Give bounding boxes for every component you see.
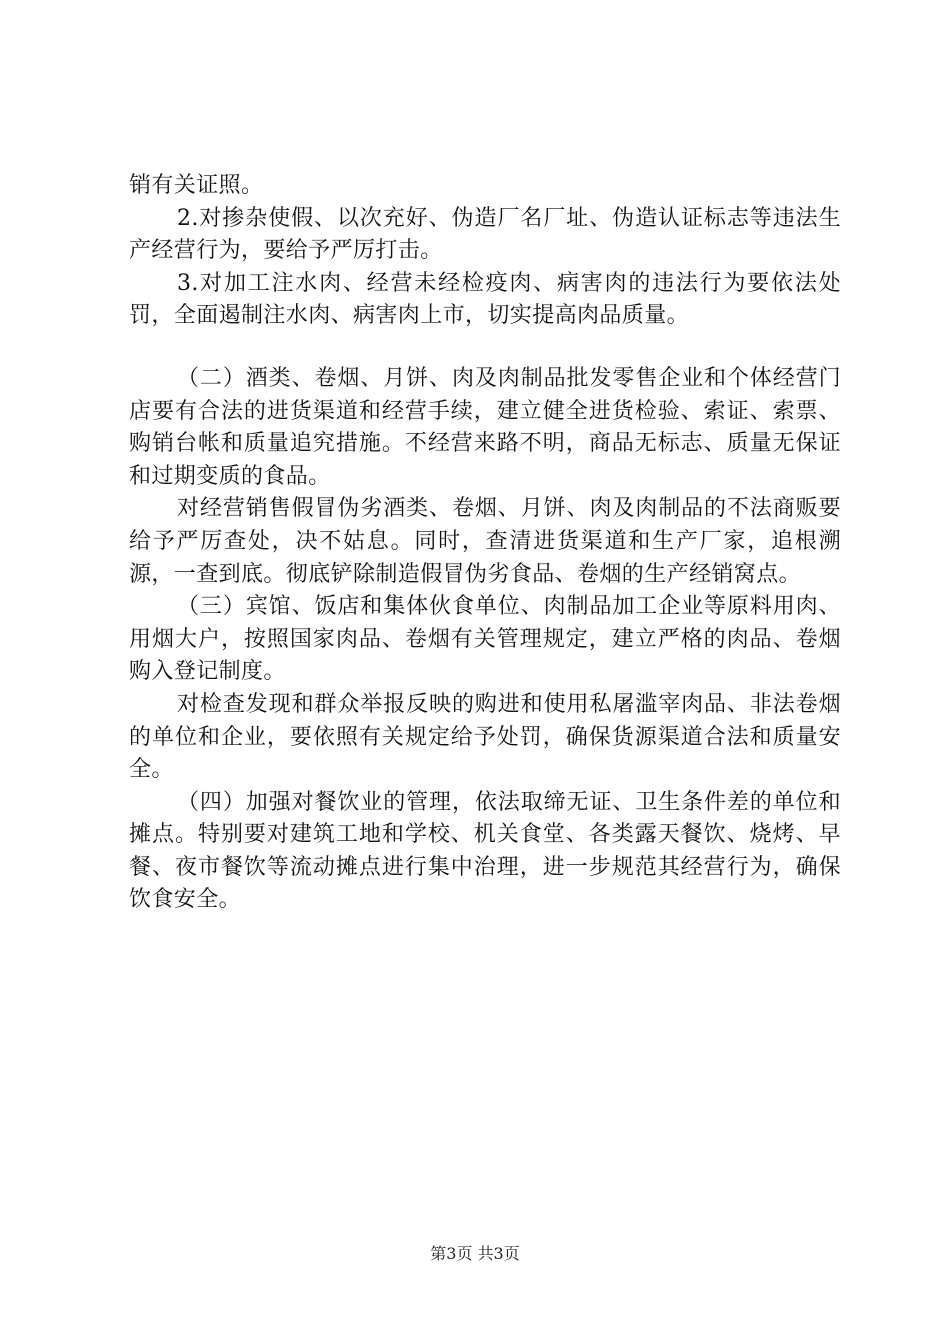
page-number-footer: 第3页 共3页	[430, 1244, 520, 1263]
paragraph-continuation: 销有关证照。	[129, 173, 264, 198]
paragraph-section-2: （二）酒类、卷烟、月饼、肉及肉制品批发零售企业和个体经营门店要有合法的进货渠道和经营手续，建立健全进货检验、索证、索票、购销台帐和质量追究措施。不经营来路不明，商品无标志、质量无保证和过期变质的食品。	[129, 365, 841, 489]
paragraph-section-3-detail: 对检查发现和群众举报反映的购进和使用私屠滥宰肉品、非法卷烟的单位和企业，要依照有关规定给予处罚，确保货源渠道合法和质量安全。	[129, 691, 841, 783]
paragraph-section-4: （四）加强对餐饮业的管理，依法取缔无证、卫生条件差的单位和摊点。特别要对建筑工地和学校、机关食堂、各类露天餐饮、烧烤、早餐、夜市餐饮等流动摊点进行集中治理，进一步规范其经营行为，确保饮食安全。	[129, 789, 841, 913]
paragraph-item-2: 2.对掺杂使假、以次充好、伪造厂名厂址、伪造认证标志等违法生产经营行为，要给予严厉打击。	[129, 205, 841, 264]
document-body	[129, 170, 841, 917]
paragraph-section-3: （三）宾馆、饭店和集体伙食单位、肉制品加工企业等原料用肉、用烟大户，按照国家肉品、卷烟有关管理规定，建立严格的肉品、卷烟购入登记制度。	[129, 594, 841, 685]
paragraph-item-3: 3.对加工注水肉、经营未经检疫肉、病害肉的违法行为要依法处罚，全面遏制注水肉、病害肉上市，切实提高肉品质量。	[129, 270, 841, 329]
paragraph-section-2-detail: 对经营销售假冒伪劣酒类、卷烟、月饼、肉及肉制品的不法商贩要给予严厉查处，决不姑息。同时，查清进货渠道和生产厂家，追根溯源，一查到底。彻底铲除制造假冒伪劣食品、卷烟的生产经销窝点。	[129, 496, 841, 587]
